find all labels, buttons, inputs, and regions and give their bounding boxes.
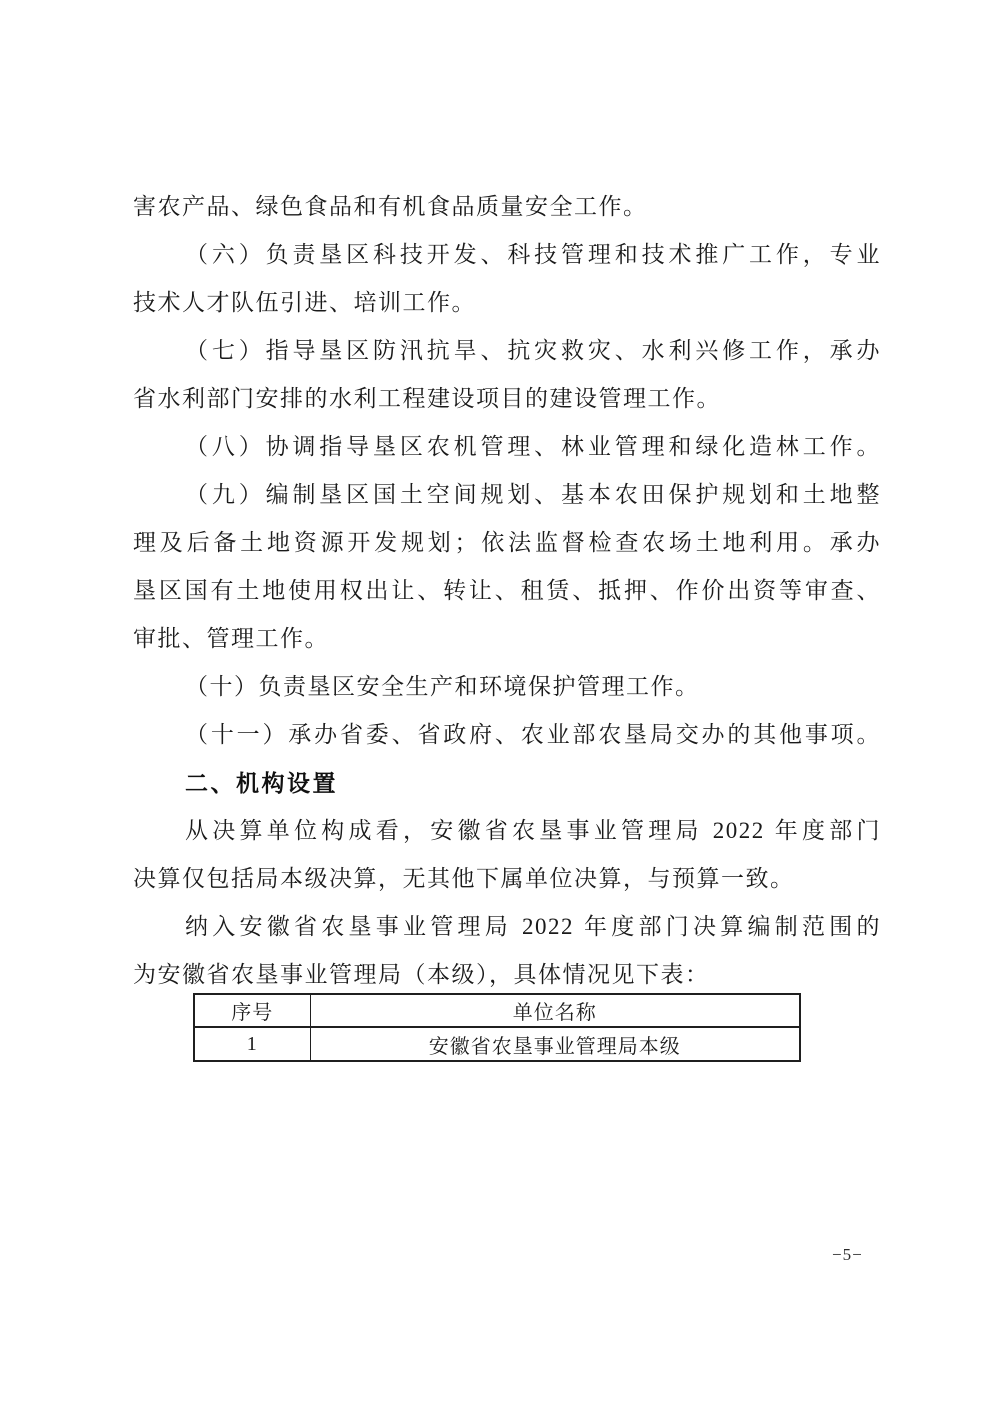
table-cell-unit-name: 安徽省农垦事业管理局本级	[310, 1027, 800, 1061]
units-table	[193, 993, 801, 1062]
table-header-unit-name: 单位名称	[310, 994, 800, 1027]
page-number: −5−	[832, 1245, 863, 1264]
text-line: 垦区国有土地使用权出让、转让、租赁、抵押、作价出资等审查、	[133, 578, 881, 603]
text-line: 为安徽省农垦事业管理局（本级），具体情况见下表：	[133, 962, 710, 987]
table-cell-index: 1	[194, 1027, 310, 1061]
text-line: 纳入安徽省农垦事业管理局 2022 年度部门决算编制范围的	[185, 914, 881, 939]
text-line: 害农产品、绿色食品和有机食品质量安全工作。	[133, 194, 648, 219]
text-line: （八）协调指导垦区农机管理、林业管理和绿化造林工作。	[185, 434, 881, 459]
text-line: 审批、管理工作。	[133, 626, 329, 651]
text-line: 理及后备土地资源开发规划；依法监督检查农场土地利用。承办	[133, 530, 881, 555]
text-line: 从决算单位构成看，安徽省农垦事业管理局 2022 年度部门	[185, 818, 881, 843]
text-line: 省水利部门安排的水利工程建设项目的建设管理工作。	[133, 386, 721, 411]
text-line: （九）编制垦区国土空间规划、基本农田保护规划和土地整	[185, 482, 881, 507]
text-line: （六）负责垦区科技开发、科技管理和技术推广工作，专业	[185, 242, 881, 267]
table-header-row	[194, 994, 800, 1027]
text-line: 决算仅包括局本级决算，无其他下属单位决算，与预算一致。	[133, 866, 795, 891]
text-line: （七）指导垦区防汛抗旱、抗灾救灾、水利兴修工作，承办	[185, 338, 881, 363]
document-body	[133, 183, 881, 999]
text-line: （十）负责垦区安全生产和环境保护管理工作。	[185, 674, 700, 699]
text-line: （十一）承办省委、省政府、农业部农垦局交办的其他事项。	[185, 722, 881, 747]
table-header-index: 序号	[194, 994, 310, 1027]
section-heading: 二、机构设置	[185, 770, 338, 796]
table-row	[194, 1027, 800, 1061]
text-line: 技术人才队伍引进、培训工作。	[133, 290, 476, 315]
